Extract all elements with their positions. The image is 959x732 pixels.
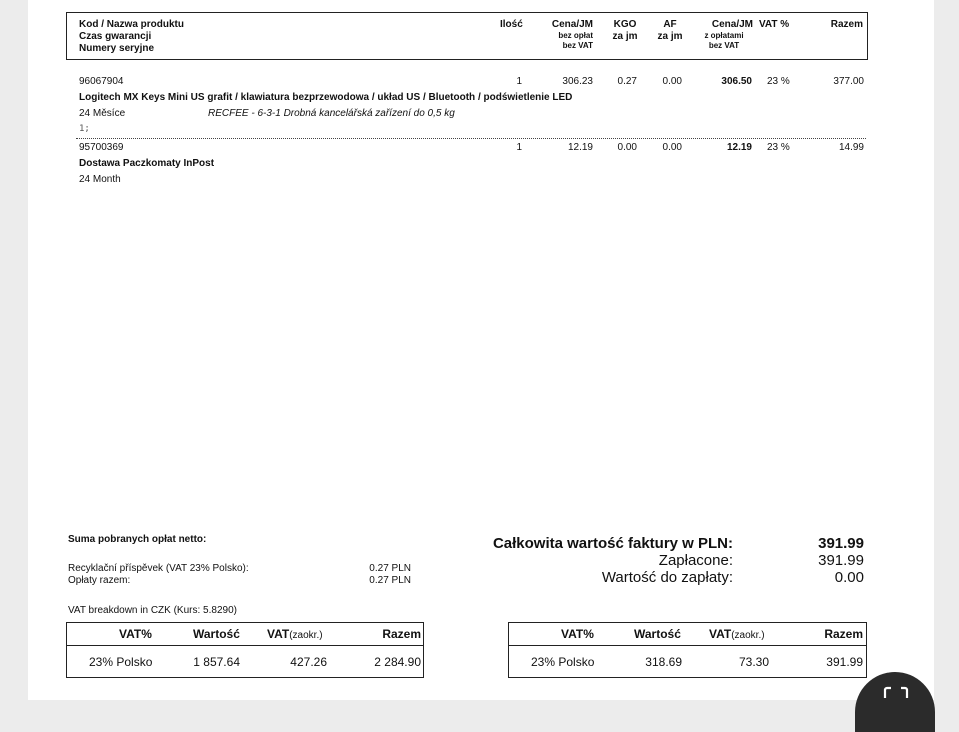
item-code: 95700369: [79, 142, 124, 153]
item-name: Dostawa Paczkomaty InPost: [79, 158, 215, 169]
fees-total-label: Opłaty razem:: [68, 575, 131, 586]
item-kgo: 0.27: [617, 76, 637, 87]
fees-recycling-value: 0.27 PLN: [369, 563, 411, 574]
item-price: 12.19: [567, 142, 593, 153]
total-col-header: Razem: [382, 627, 421, 641]
vat-rate: 23% Polsko: [531, 655, 595, 669]
paid-label: Zapłacone:: [658, 552, 733, 569]
rounded-label: (zaokr.): [731, 630, 765, 641]
header-af-label: AF: [663, 19, 677, 30]
vat-rate: 23% Polsko: [89, 655, 153, 669]
vat-total: 391.99: [826, 655, 863, 669]
due-label: Wartość do zapłaty:: [601, 569, 733, 586]
rounded-label: (zaokr.): [289, 630, 323, 641]
table-divider: [509, 645, 866, 646]
item-af: 0.00: [662, 142, 682, 153]
item-code: 96067904: [79, 76, 124, 87]
header-price-fees-sub1: z opłatami: [704, 31, 744, 40]
header-vat: VAT %: [759, 19, 790, 30]
header-price-sub1: bez opłat: [558, 31, 593, 40]
invoice-total-label: Całkowita wartość faktury w PLN:: [492, 535, 733, 552]
vat-table-czk: [66, 622, 424, 678]
invoice-total-value: 391.99: [818, 535, 864, 552]
vat-amount-col-header: [267, 627, 323, 643]
header-price-sub2: bez VAT: [562, 41, 593, 50]
vat-value: 1 857.64: [193, 655, 240, 669]
header-af-sub: za jm: [657, 31, 683, 42]
vat-value: 318.69: [645, 655, 682, 669]
vat-table-pln: [508, 622, 867, 678]
vat-amount-label: VAT: [267, 627, 290, 641]
header-af: [650, 19, 690, 43]
header-kgo: [605, 19, 645, 43]
item-af: 0.00: [662, 76, 682, 87]
table-divider: [67, 645, 423, 646]
fees-total-value: 0.27 PLN: [369, 575, 411, 586]
paid-value: 391.99: [818, 552, 864, 569]
vat-amount: 73.30: [738, 655, 769, 669]
header-price-fees-sub2: bez VAT: [708, 41, 740, 50]
vat-czk-caption: VAT breakdown in CZK (Kurs: 5.8290): [68, 605, 237, 616]
vat-amount: 427.26: [290, 655, 327, 669]
header-price-label: Cena/JM: [551, 19, 593, 30]
item-name: Logitech MX Keys Mini US grafit / klawiatura bezprzewodowa / układ US / Bluetooth / podświetlenie LED: [79, 92, 573, 103]
header-price-fees: [695, 19, 753, 51]
item-price-with-fees: 306.50: [721, 76, 752, 87]
item-total: 14.99: [838, 142, 864, 153]
item-vat: 23 %: [767, 142, 790, 153]
header-product-line1: Kod / Nazwa produktu: [79, 19, 184, 30]
item-warranty: 24 Month: [79, 174, 121, 185]
vat-col-header: VAT%: [561, 627, 594, 641]
item-kgo: 0.00: [617, 142, 637, 153]
fees-recycling-label: Recyklační příspěvek (VAT 23% Polsko):: [68, 563, 249, 574]
value-col-header: Wartość: [193, 627, 240, 641]
item-total: 377.00: [833, 76, 864, 87]
item-fee-note: RECFEE - 6-3-1 Drobná kancelářská zařízení do 0,5 kg: [208, 108, 455, 119]
fees-title: Suma pobranych opłat netto:: [68, 534, 207, 545]
item-serial: 1;: [79, 124, 90, 134]
header-qty: Ilość: [500, 19, 523, 30]
item-qty: 1: [516, 76, 522, 87]
invoice-page: [28, 0, 934, 700]
item-price: 306.23: [562, 76, 593, 87]
value-col-header: Wartość: [634, 627, 681, 641]
header-kgo-label: KGO: [613, 19, 637, 30]
header-kgo-sub: za jm: [612, 31, 638, 42]
items-table-header: [66, 12, 868, 60]
item-vat: 23 %: [767, 76, 790, 87]
expand-icon: [883, 686, 909, 700]
header-product: [79, 19, 184, 55]
total-col-header: Razem: [824, 627, 863, 641]
vat-amount-label: VAT: [709, 627, 732, 641]
header-price: [537, 19, 593, 51]
header-product-line3: Numery seryjne: [79, 43, 155, 54]
row-divider: [76, 138, 866, 139]
due-value: 0.00: [834, 569, 864, 586]
item-price-with-fees: 12.19: [726, 142, 752, 153]
vat-total: 2 284.90: [374, 655, 421, 669]
header-product-line2: Czas gwarancji: [79, 31, 152, 42]
header-total: Razem: [830, 19, 863, 30]
vat-amount-col-header: [709, 627, 765, 643]
item-warranty: 24 Měsíce: [79, 108, 126, 119]
item-qty: 1: [516, 142, 522, 153]
vat-col-header: VAT%: [119, 627, 152, 641]
header-price-fees-label: Cena/JM: [711, 19, 753, 30]
